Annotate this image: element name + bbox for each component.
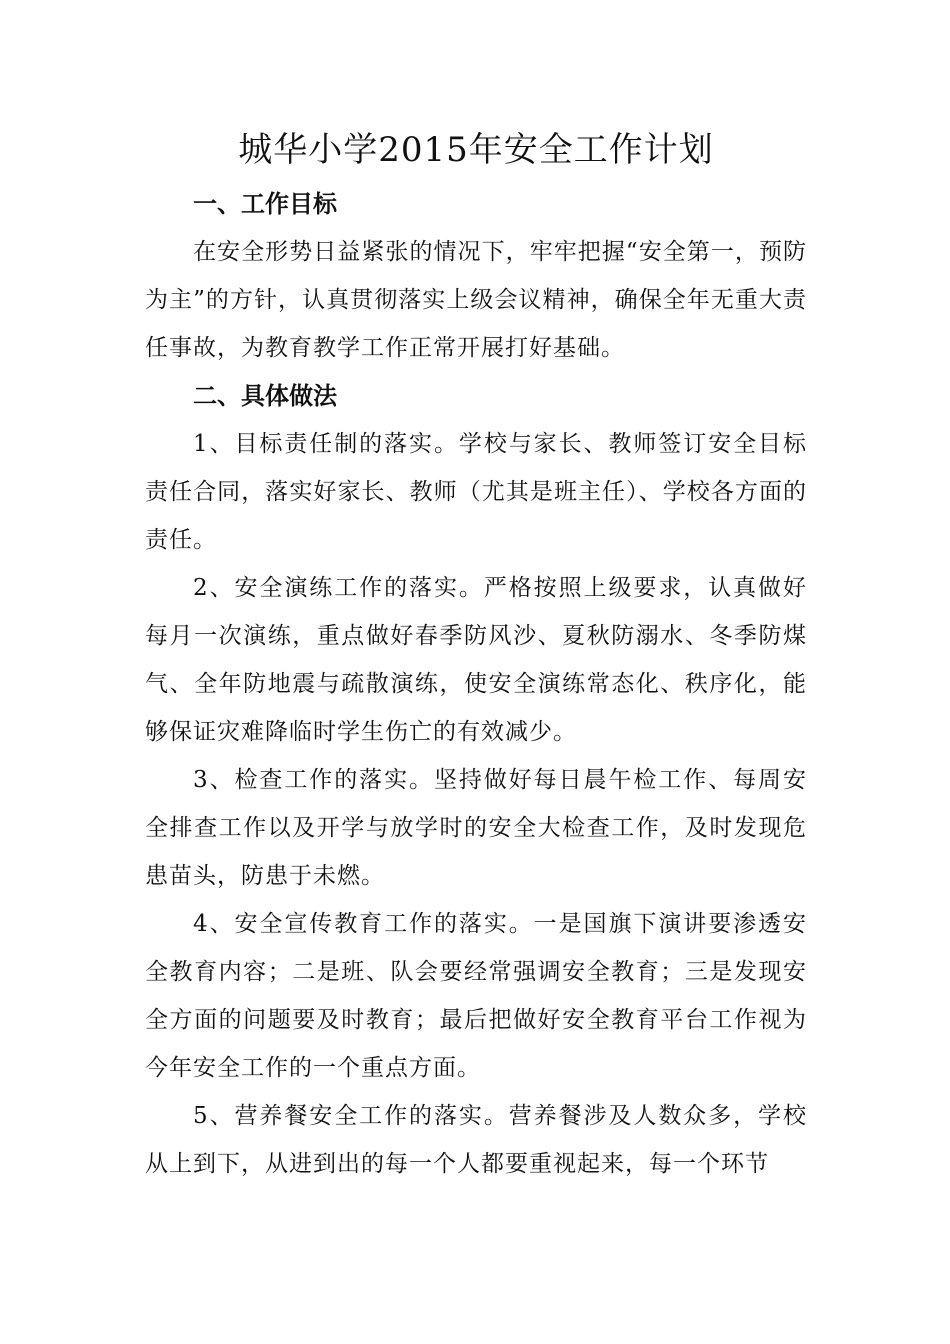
paragraph-item-4: 4、安全宣传教育工作的落实。一是国旗下演讲要渗透安全教育内容；二是班、队会要经常强调安全教育；三是发现安全方面的问题要及时教育；最后把做好安全教育平台工作视为今年安全工作的一个重点方面。 xyxy=(145,911,807,1081)
paragraph-goals: 在安全形势日益紧张的情况下，牢牢把握“安全第一，预防为主”的方针，认真贯彻落实上级会议精神，确保全年无重大责任事故，为教育教学工作正常开展打好基础。 xyxy=(145,239,807,361)
section-heading-goals: 一、工作目标 xyxy=(193,189,337,218)
paragraph-item-5: 5、营养餐安全工作的落实。营养餐涉及人数众多，学校从上到下，从进到出的每一个人都要重视起来，每一个环节 xyxy=(145,1103,807,1177)
document-title: 城华小学2015年安全工作计划 xyxy=(238,130,714,170)
section-heading-methods: 二、具体做法 xyxy=(193,381,337,410)
paragraph-item-3: 3、检查工作的落实。坚持做好每日晨午检工作、每周安全排查工作以及开学与放学时的安全大检查工作，及时发现危患苗头，防患于未燃。 xyxy=(145,767,807,889)
paragraph-item-1: 1、目标责任制的落实。学校与家长、教师签订安全目标责任合同，落实好家长、教师（尤其是班主任）、学校各方面的责任。 xyxy=(145,431,807,553)
paragraph-item-2: 2、安全演练工作的落实。严格按照上级要求，认真做好每月一次演练，重点做好春季防风沙、夏秋防溺水、冬季防煤气、全年防地震与疏散演练，使安全演练常态化、秩序化，能够保证灾难降临时学生伤亡的有效减少。 xyxy=(145,575,807,745)
document-body xyxy=(145,126,807,1188)
